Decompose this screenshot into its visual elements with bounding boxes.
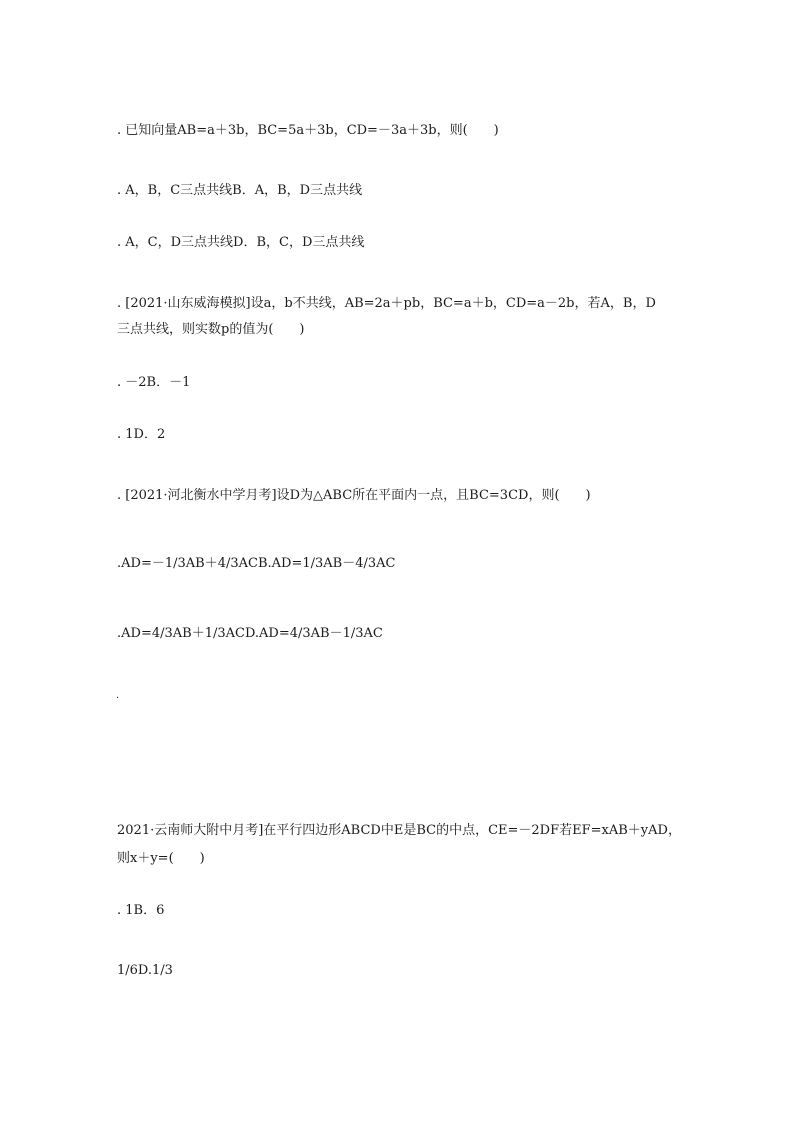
question-4-stem-cont: 则x＋y=( ) (117, 851, 205, 866)
question-3-stem: . [2021·河北衡水中学月考]设D为△ABC所在平面内一点，且BC=3CD，则( ) (117, 488, 591, 503)
question-1-options-cd: . A，C，D三点共线D．B，C，D三点共线 (117, 235, 365, 250)
question-3-options-cd: .AD=4/3AB＋1/3ACD.AD=4/3AB－1/3AC (117, 626, 383, 641)
question-1-options-ab: . A，B，C三点共线B．A，B，D三点共线 (117, 183, 363, 198)
question-4-options-ab: . 1B．6 (117, 903, 165, 918)
question-4-stem: 2021·云南师大附中月考]在平行四边形ABCD中E是BC的中点，CE=－2DF若EF=xAB＋yAD， (117, 823, 681, 838)
stray-dot: . (116, 690, 120, 701)
question-4-options-cd: 1/6D.1/3 (117, 963, 173, 978)
question-3-options-ab: .AD=－1/3AB＋4/3ACB.AD=1/3AB－4/3AC (117, 556, 396, 571)
question-2-options-cd: . 1D．2 (117, 427, 166, 442)
question-2-stem-cont: 三点共线，则实数p的值为( ) (117, 322, 305, 337)
question-1-stem: . 已知向量AB=a＋3b，BC=5a＋3b，CD=－3a＋3b，则( ) (117, 123, 499, 138)
question-2-stem: . [2021·山东威海模拟]设a，b不共线，AB=2a＋pb，BC=a＋b，CD=a－2b，若A，B，D (117, 296, 656, 311)
question-2-options-ab: . －2B．－1 (117, 375, 191, 390)
